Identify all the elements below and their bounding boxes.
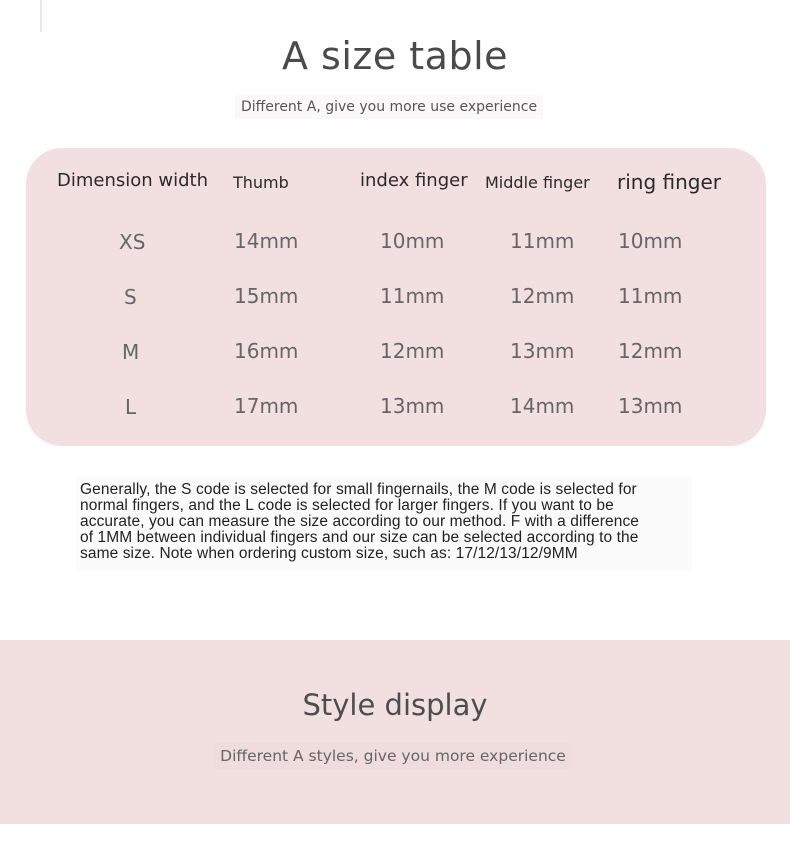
table-cell-ring: 11mm — [618, 284, 683, 308]
table-cell-middle: 11mm — [510, 229, 575, 253]
page-top-mark — [40, 0, 42, 32]
column-header-middle-finger: Middle finger — [485, 173, 590, 192]
table-cell-ring: 12mm — [618, 339, 683, 363]
sizing-note — [76, 476, 692, 570]
style-display-banner — [0, 640, 790, 824]
sizing-note-line: accurate, you can measure the size according to our method. F with a difference — [80, 513, 640, 530]
column-header-dimension-width: Dimension width — [57, 170, 209, 191]
column-header-ring-finger: ring finger — [617, 170, 722, 194]
sizing-note-line: same size. Note when ordering custom size, such as: 17/12/13/12/9MM — [80, 545, 578, 562]
table-cell-middle: 12mm — [510, 284, 575, 308]
page-title: A size table — [281, 34, 509, 78]
row-size-label: M — [122, 340, 140, 364]
table-cell-index: 10mm — [380, 229, 445, 253]
table-cell-index: 11mm — [380, 284, 445, 308]
column-header-index-finger: index finger — [360, 170, 468, 191]
table-cell-middle: 14mm — [510, 394, 575, 418]
page-subtitle: Different A, give you more use experience — [235, 95, 543, 119]
table-cell-index: 12mm — [380, 339, 445, 363]
style-display-subtitle: Different A styles, give you more experience — [213, 743, 573, 769]
table-cell-ring: 10mm — [618, 229, 683, 253]
row-size-label: S — [124, 285, 137, 309]
table-cell-index: 13mm — [380, 394, 445, 418]
table-cell-ring: 13mm — [618, 394, 683, 418]
table-cell-thumb: 14mm — [234, 229, 299, 253]
sizing-note-line: of 1MM between individual fingers and our size can be selected according to the — [80, 529, 639, 546]
table-cell-middle: 13mm — [510, 339, 575, 363]
table-cell-thumb: 16mm — [234, 339, 299, 363]
column-header-thumb: Thumb — [233, 173, 289, 192]
style-display-title: Style display — [302, 688, 488, 722]
table-cell-thumb: 15mm — [234, 284, 299, 308]
sizing-note-line: Generally, the S code is selected for small fingernails, the M code is selected for — [80, 481, 637, 498]
row-size-label: L — [125, 395, 137, 419]
size-table — [26, 148, 766, 446]
sizing-note-line: normal fingers, and the L code is selected for larger fingers. If you want to be — [80, 497, 614, 514]
row-size-label: XS — [119, 230, 146, 254]
table-cell-thumb: 17mm — [234, 394, 299, 418]
